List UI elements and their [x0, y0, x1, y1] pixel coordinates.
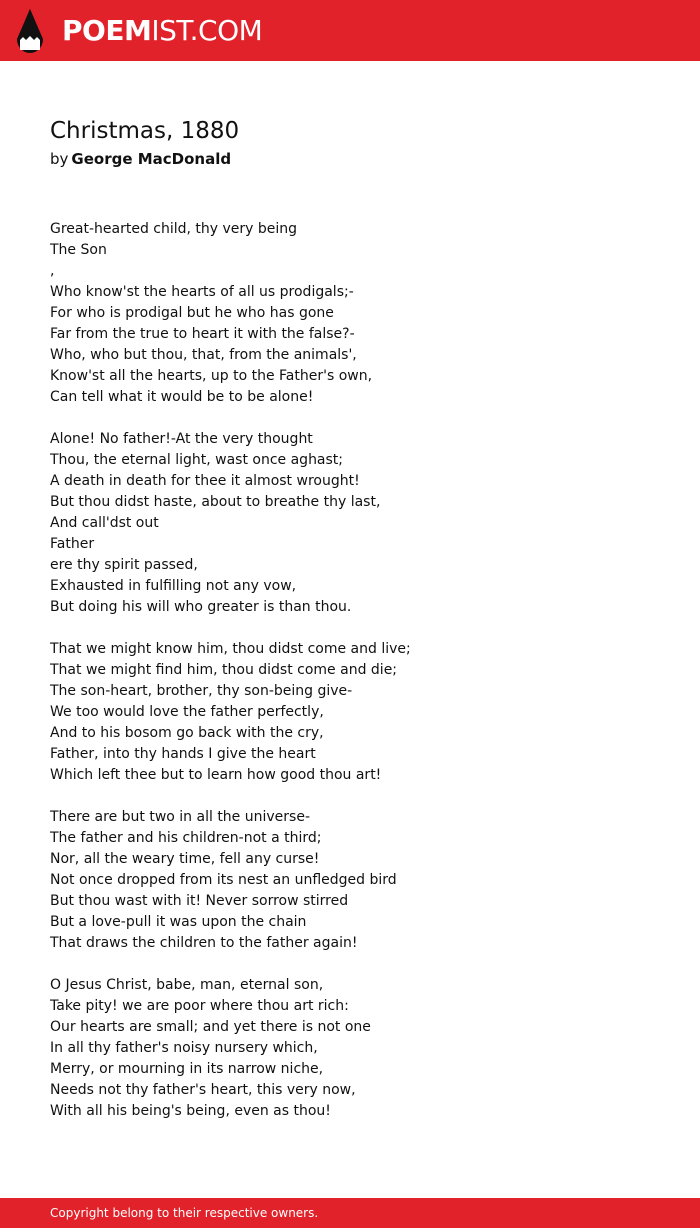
poem-line: Take pity! we are poor where thou art rich: — [50, 998, 349, 1014]
poem-line: ere thy spirit passed, — [50, 557, 198, 573]
brand-wordmark — [62, 9, 262, 53]
poem-byline — [50, 149, 231, 169]
poem-line: Father — [50, 536, 95, 552]
poem-line: But doing his will who greater is than thou. — [50, 599, 352, 615]
poem-stanza — [50, 975, 670, 1122]
poem-line: In all thy father's noisy nursery which, — [50, 1040, 318, 1056]
poem-line: Our hearts are small; and yet there is not one — [50, 1019, 371, 1035]
poem-stanza — [50, 219, 670, 408]
poem-line: Who, who but thou, that, from the animals', — [50, 347, 357, 363]
poem-line: For who is prodigal but he who has gone — [50, 305, 334, 321]
poem-line: But thou didst haste, about to breathe thy last, — [50, 494, 381, 510]
poem-line: Alone! No father!-At the very thought — [50, 431, 313, 447]
poem-line: Merry, or mourning in its narrow niche, — [50, 1061, 324, 1077]
poem-stanza — [50, 807, 670, 954]
site-footer — [0, 1198, 700, 1228]
poem-line: That draws the children to the father again! — [50, 935, 358, 951]
poem-line: And call'dst out — [50, 515, 159, 531]
poem-line: The son-heart, brother, thy son-being give- — [50, 683, 353, 699]
poem-line: Great-hearted child, thy very being — [50, 221, 298, 237]
brand-light: IST.COM — [151, 14, 263, 47]
poem-stanza — [50, 639, 670, 786]
copyright-notice: Copyright belong to their respective owners. — [50, 1206, 319, 1220]
poem-line: But thou wast with it! Never sorrow stirred — [50, 893, 349, 909]
poem-line: But a love-pull it was upon the chain — [50, 914, 307, 930]
poem-line: Father, into thy hands I give the heart — [50, 746, 316, 762]
brand-bold: POEM — [62, 14, 152, 47]
poem-author: George MacDonald — [71, 150, 232, 168]
poem-line: We too would love the father perfectly, — [50, 704, 324, 720]
poem-line: Nor, all the weary time, fell any curse! — [50, 851, 320, 867]
poem-line: That we might know him, thou didst come and live; — [50, 641, 411, 657]
poem-line: There are but two in all the universe- — [50, 809, 310, 825]
poem-line: , — [50, 263, 55, 279]
poem-line: With all his being's being, even as thou! — [50, 1103, 331, 1119]
poem-title: Christmas, 1880 — [50, 118, 240, 144]
site-header — [0, 0, 700, 61]
poem-line: Which left thee but to learn how good thou art! — [50, 767, 382, 783]
by-label: by — [50, 150, 69, 168]
poem-line: The Son — [50, 242, 107, 258]
poem-line: A death in death for thee it almost wrought! — [50, 473, 360, 489]
poem-line: That we might find him, thou didst come and die; — [50, 662, 398, 678]
poem-line: Needs not thy father's heart, this very now, — [50, 1082, 356, 1098]
poem-line: Thou, the eternal light, wast once aghast; — [50, 452, 344, 468]
poem-line: Exhausted in fulfilling not any vow, — [50, 578, 297, 594]
poem-line: O Jesus Christ, babe, man, eternal son, — [50, 977, 324, 993]
poem-line: And to his bosom go back with the cry, — [50, 725, 324, 741]
poem-stanza — [50, 429, 670, 618]
site-logo-link[interactable] — [17, 9, 262, 53]
poem-body — [50, 219, 670, 1143]
pencil-tip-icon — [17, 9, 43, 53]
poem-line: Can tell what it would be to be alone! — [50, 389, 314, 405]
poem-line: The father and his children-not a third; — [50, 830, 322, 846]
poem-line: Not once dropped from its nest an unfledged bird — [50, 872, 397, 888]
poem-line: Far from the true to heart it with the false?- — [50, 326, 355, 342]
poem-line: Know'st all the hearts, up to the Father's own, — [50, 368, 373, 384]
poem-line: Who know'st the hearts of all us prodigals;- — [50, 284, 354, 300]
